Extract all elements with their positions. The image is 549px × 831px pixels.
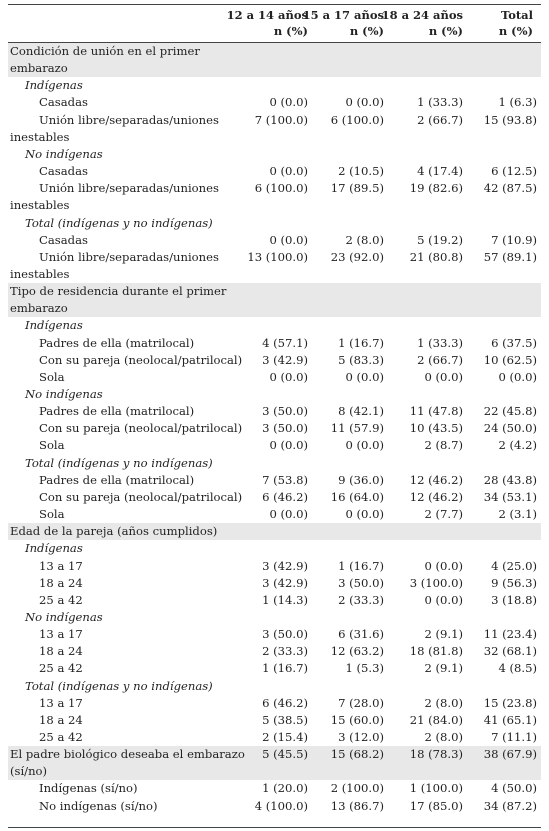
row-label: 13 a 17	[39, 558, 83, 573]
col-header-total: Total	[500, 8, 533, 22]
value-age-15-17: 11 (57.9)	[330, 421, 384, 436]
value-age-12-14: 0 (0.0)	[269, 369, 308, 384]
value-age-18-24: 1 (100.0)	[409, 781, 463, 796]
row-label: Sola	[39, 507, 65, 522]
value-age-15-17: 16 (64.0)	[330, 489, 384, 504]
value-age-18-24: 11 (47.8)	[409, 404, 463, 419]
value-total: 2 (4.2)	[498, 438, 537, 453]
row-label: Unión libre/separadas/uniones	[39, 249, 219, 264]
value-age-12-14: 6 (46.2)	[262, 695, 308, 710]
col-header-age-12-14: 12 a 14 años	[226, 8, 308, 22]
row-label: Con su pareja (neolocal/patrilocal)	[39, 352, 243, 367]
value-age-15-17: 2 (8.0)	[345, 232, 384, 247]
group-label: Indígenas	[25, 318, 83, 333]
table-row	[0, 249, 549, 266]
value-total: 4 (8.5)	[498, 661, 537, 676]
value-age-12-14: 3 (42.9)	[262, 352, 308, 367]
section-title: Tipo de residencia durante el primer	[10, 284, 227, 299]
table-row	[0, 660, 549, 677]
value-total: 32 (68.1)	[483, 644, 537, 659]
col-header-age-15-17: 15 a 17 años	[302, 8, 384, 22]
table-row	[0, 420, 549, 437]
table-row	[0, 712, 549, 729]
table-row	[0, 780, 549, 797]
row-label: Con su pareja (neolocal/patrilocal)	[39, 489, 243, 504]
value-age-18-24: 21 (80.8)	[409, 249, 463, 264]
value-total: 41 (65.1)	[483, 712, 537, 727]
table-row	[0, 729, 549, 746]
value-age-18-24: 2 (66.7)	[417, 112, 463, 127]
value-age-15-17: 23 (92.0)	[330, 249, 384, 264]
value-age-15-17: 0 (0.0)	[345, 507, 384, 522]
table-row	[0, 763, 549, 780]
value-age-12-14: 1 (20.0)	[262, 781, 308, 796]
value-age-12-14: 3 (50.0)	[262, 404, 308, 419]
value-age-18-24: 1 (33.3)	[417, 335, 463, 350]
value-age-18-24: 0 (0.0)	[424, 558, 463, 573]
value-age-15-17: 15 (68.2)	[330, 747, 384, 762]
value-total: 9 (56.3)	[491, 575, 537, 590]
row-label: Casadas	[39, 95, 88, 110]
row-label: 18 a 24	[39, 712, 83, 727]
value-total: 0 (0.0)	[498, 369, 537, 384]
table-row	[0, 335, 549, 352]
table-header	[0, 0, 549, 43]
table-row	[0, 678, 549, 695]
row-label: 25 a 42	[39, 661, 83, 676]
table-row	[0, 489, 549, 506]
table-row	[0, 695, 549, 712]
value-age-15-17: 1 (16.7)	[338, 558, 384, 573]
value-age-18-24: 0 (0.0)	[424, 369, 463, 384]
value-age-15-17: 17 (89.5)	[330, 181, 384, 196]
value-total: 3 (18.8)	[491, 592, 537, 607]
table-row	[0, 215, 549, 232]
value-age-15-17: 3 (12.0)	[338, 730, 384, 744]
value-age-15-17: 5 (83.3)	[338, 352, 384, 367]
row-label: 25 a 42	[39, 592, 83, 607]
value-age-18-24: 3 (100.0)	[409, 575, 463, 590]
value-age-18-24: 18 (78.3)	[409, 747, 463, 762]
col-unit-age-18-24: n (%)	[428, 24, 463, 38]
table-row	[0, 403, 549, 420]
value-total: 57 (89.1)	[483, 249, 537, 264]
table-row	[0, 746, 549, 763]
row-label: 13 a 17	[39, 695, 83, 710]
value-age-12-14: 0 (0.0)	[269, 507, 308, 522]
section-title-cont: embarazo	[10, 301, 68, 316]
table-row	[0, 506, 549, 523]
table-row	[0, 626, 549, 643]
value-age-12-14: 13 (100.0)	[247, 249, 308, 264]
section-title: El padre biológico deseaba el embarazo	[10, 747, 245, 762]
value-total: 6 (37.5)	[491, 335, 537, 350]
value-age-18-24: 2 (9.1)	[424, 627, 463, 642]
value-total: 34 (87.2)	[483, 798, 537, 813]
value-age-15-17: 7 (28.0)	[338, 695, 384, 710]
value-age-12-14: 0 (0.0)	[269, 164, 308, 179]
row-label-cont: inestables	[10, 198, 70, 213]
value-age-15-17: 1 (5.3)	[345, 661, 384, 676]
table-row	[0, 437, 549, 454]
value-total: 4 (25.0)	[491, 558, 537, 573]
section-title: Condición de unión en el primer	[10, 44, 200, 58]
value-age-15-17: 15 (60.0)	[330, 712, 384, 727]
value-age-15-17: 0 (0.0)	[345, 438, 384, 453]
value-age-12-14: 2 (15.4)	[262, 730, 308, 744]
col-unit-age-12-14: n (%)	[273, 24, 308, 38]
value-total: 10 (62.5)	[483, 352, 537, 367]
value-age-12-14: 1 (16.7)	[262, 661, 308, 676]
table-row	[0, 283, 549, 300]
value-total: 24 (50.0)	[483, 421, 537, 436]
value-age-15-17: 6 (31.6)	[338, 627, 384, 642]
value-age-12-14: 4 (57.1)	[262, 335, 308, 350]
value-age-15-17: 9 (36.0)	[338, 472, 384, 487]
row-label: Padres de ella (matrilocal)	[39, 472, 195, 487]
value-age-18-24: 17 (85.0)	[409, 798, 463, 813]
table-row	[0, 77, 549, 94]
table-row	[0, 558, 549, 575]
value-age-12-14: 3 (50.0)	[262, 627, 308, 642]
value-age-18-24: 2 (7.7)	[424, 507, 463, 522]
value-age-15-17: 13 (86.7)	[330, 798, 384, 813]
row-label: Sola	[39, 369, 65, 384]
value-age-15-17: 2 (10.5)	[338, 164, 384, 179]
value-total: 11 (23.4)	[483, 627, 537, 642]
col-header-age-18-24: 18 a 24 años	[381, 8, 463, 22]
value-age-18-24: 12 (46.2)	[409, 489, 463, 504]
table-row	[0, 232, 549, 249]
value-age-12-14: 6 (100.0)	[254, 181, 308, 196]
value-total: 22 (45.8)	[483, 404, 537, 419]
value-total: 7 (11.1)	[491, 730, 537, 744]
table-row	[0, 94, 549, 111]
row-label: 18 a 24	[39, 575, 83, 590]
value-age-12-14: 3 (42.9)	[262, 558, 308, 573]
value-age-18-24: 18 (81.8)	[409, 644, 463, 659]
group-label: Total (indígenas y no indígenas)	[25, 678, 213, 693]
row-label: 18 a 24	[39, 644, 83, 659]
table-row	[0, 180, 549, 197]
value-age-18-24: 21 (84.0)	[409, 712, 463, 727]
value-age-18-24: 0 (0.0)	[424, 592, 463, 607]
value-age-18-24: 10 (43.5)	[409, 421, 463, 436]
section-title: Edad de la pareja (años cumplidos)	[10, 524, 218, 539]
value-age-15-17: 2 (100.0)	[330, 781, 384, 796]
value-age-12-14: 1 (14.3)	[262, 592, 308, 607]
table-row	[0, 472, 549, 489]
value-age-15-17: 3 (50.0)	[338, 575, 384, 590]
row-label: Unión libre/separadas/uniones	[39, 112, 219, 127]
table-row	[0, 386, 549, 403]
table-row	[0, 266, 549, 283]
table-row	[0, 575, 549, 592]
row-label: Con su pareja (neolocal/patrilocal)	[39, 421, 243, 436]
value-age-12-14: 7 (100.0)	[254, 112, 308, 127]
value-age-18-24: 19 (82.6)	[409, 181, 463, 196]
value-age-12-14: 0 (0.0)	[269, 232, 308, 247]
table-row	[0, 197, 549, 214]
col-unit-total: n (%)	[498, 24, 533, 38]
value-age-12-14: 5 (38.5)	[262, 712, 308, 727]
row-label: 25 a 42	[39, 730, 83, 744]
value-age-18-24: 2 (8.7)	[424, 438, 463, 453]
value-age-12-14: 3 (50.0)	[262, 421, 308, 436]
value-total: 15 (23.8)	[483, 695, 537, 710]
value-age-15-17: 8 (42.1)	[338, 404, 384, 419]
table-row	[0, 112, 549, 129]
value-age-12-14: 2 (33.3)	[262, 644, 308, 659]
value-total: 15 (93.8)	[483, 112, 537, 127]
table-row	[0, 540, 549, 557]
value-age-15-17: 0 (0.0)	[345, 369, 384, 384]
row-label-cont: inestables	[10, 266, 70, 281]
value-total: 7 (10.9)	[491, 232, 537, 247]
table-row	[0, 146, 549, 163]
value-age-12-14: 0 (0.0)	[269, 438, 308, 453]
table-row	[0, 523, 549, 540]
value-age-18-24: 4 (17.4)	[417, 164, 463, 179]
table-row	[0, 592, 549, 609]
value-age-12-14: 6 (46.2)	[262, 489, 308, 504]
table-row	[0, 798, 549, 815]
value-age-18-24: 2 (8.0)	[424, 695, 463, 710]
table-row	[0, 609, 549, 626]
value-age-18-24: 2 (9.1)	[424, 661, 463, 676]
value-age-15-17: 1 (16.7)	[338, 335, 384, 350]
group-label: No indígenas	[25, 146, 103, 161]
value-total: 42 (87.5)	[483, 181, 537, 196]
value-age-12-14: 0 (0.0)	[269, 95, 308, 110]
col-unit-age-15-17: n (%)	[349, 24, 384, 38]
value-total: 34 (53.1)	[483, 489, 537, 504]
table-row	[0, 643, 549, 660]
group-label: No indígenas	[25, 609, 103, 624]
value-total: 28 (43.8)	[483, 472, 537, 487]
group-label: Indígenas	[25, 541, 83, 556]
table-row	[0, 352, 549, 369]
value-age-15-17: 2 (33.3)	[338, 592, 384, 607]
table-row	[0, 60, 549, 77]
value-age-18-24: 5 (19.2)	[417, 232, 463, 247]
row-label: Padres de ella (matrilocal)	[39, 404, 195, 419]
table-row	[0, 163, 549, 180]
value-total: 2 (3.1)	[498, 507, 537, 522]
table-row	[0, 317, 549, 334]
value-age-18-24: 2 (66.7)	[417, 352, 463, 367]
value-age-12-14: 3 (42.9)	[262, 575, 308, 590]
bottom-rule	[8, 827, 541, 828]
row-label: No indígenas (sí/no)	[39, 798, 158, 813]
row-label-cont: inestables	[10, 129, 70, 144]
row-label: Indígenas (sí/no)	[39, 781, 138, 796]
value-age-15-17: 6 (100.0)	[330, 112, 384, 127]
value-age-12-14: 7 (53.8)	[262, 472, 308, 487]
row-label: Casadas	[39, 164, 88, 179]
group-label: Total (indígenas y no indígenas)	[25, 215, 213, 230]
value-age-18-24: 2 (8.0)	[424, 730, 463, 744]
row-label: Unión libre/separadas/uniones	[39, 181, 219, 196]
value-age-12-14: 5 (45.5)	[262, 747, 308, 762]
group-label: Indígenas	[25, 78, 83, 93]
table-row	[0, 300, 549, 317]
value-age-18-24: 1 (33.3)	[417, 95, 463, 110]
row-label: 13 a 17	[39, 627, 83, 642]
group-label: Total (indígenas y no indígenas)	[25, 455, 213, 470]
row-label: Padres de ella (matrilocal)	[39, 335, 195, 350]
table-row	[0, 455, 549, 472]
value-age-12-14: 4 (100.0)	[254, 798, 308, 813]
value-age-18-24: 12 (46.2)	[409, 472, 463, 487]
value-total: 1 (6.3)	[498, 95, 537, 110]
table-row	[0, 43, 549, 60]
value-total: 38 (67.9)	[483, 747, 537, 762]
value-total: 6 (12.5)	[491, 164, 537, 179]
value-age-15-17: 12 (63.2)	[330, 644, 384, 659]
section-title-cont: (sí/no)	[10, 764, 48, 779]
group-label: No indígenas	[25, 387, 103, 401]
table-row	[0, 369, 549, 386]
value-age-15-17: 0 (0.0)	[345, 95, 384, 110]
value-total: 4 (50.0)	[491, 781, 537, 796]
table-row	[0, 129, 549, 146]
row-label: Casadas	[39, 232, 88, 247]
row-label: Sola	[39, 438, 65, 453]
section-title-cont: embarazo	[10, 61, 68, 76]
